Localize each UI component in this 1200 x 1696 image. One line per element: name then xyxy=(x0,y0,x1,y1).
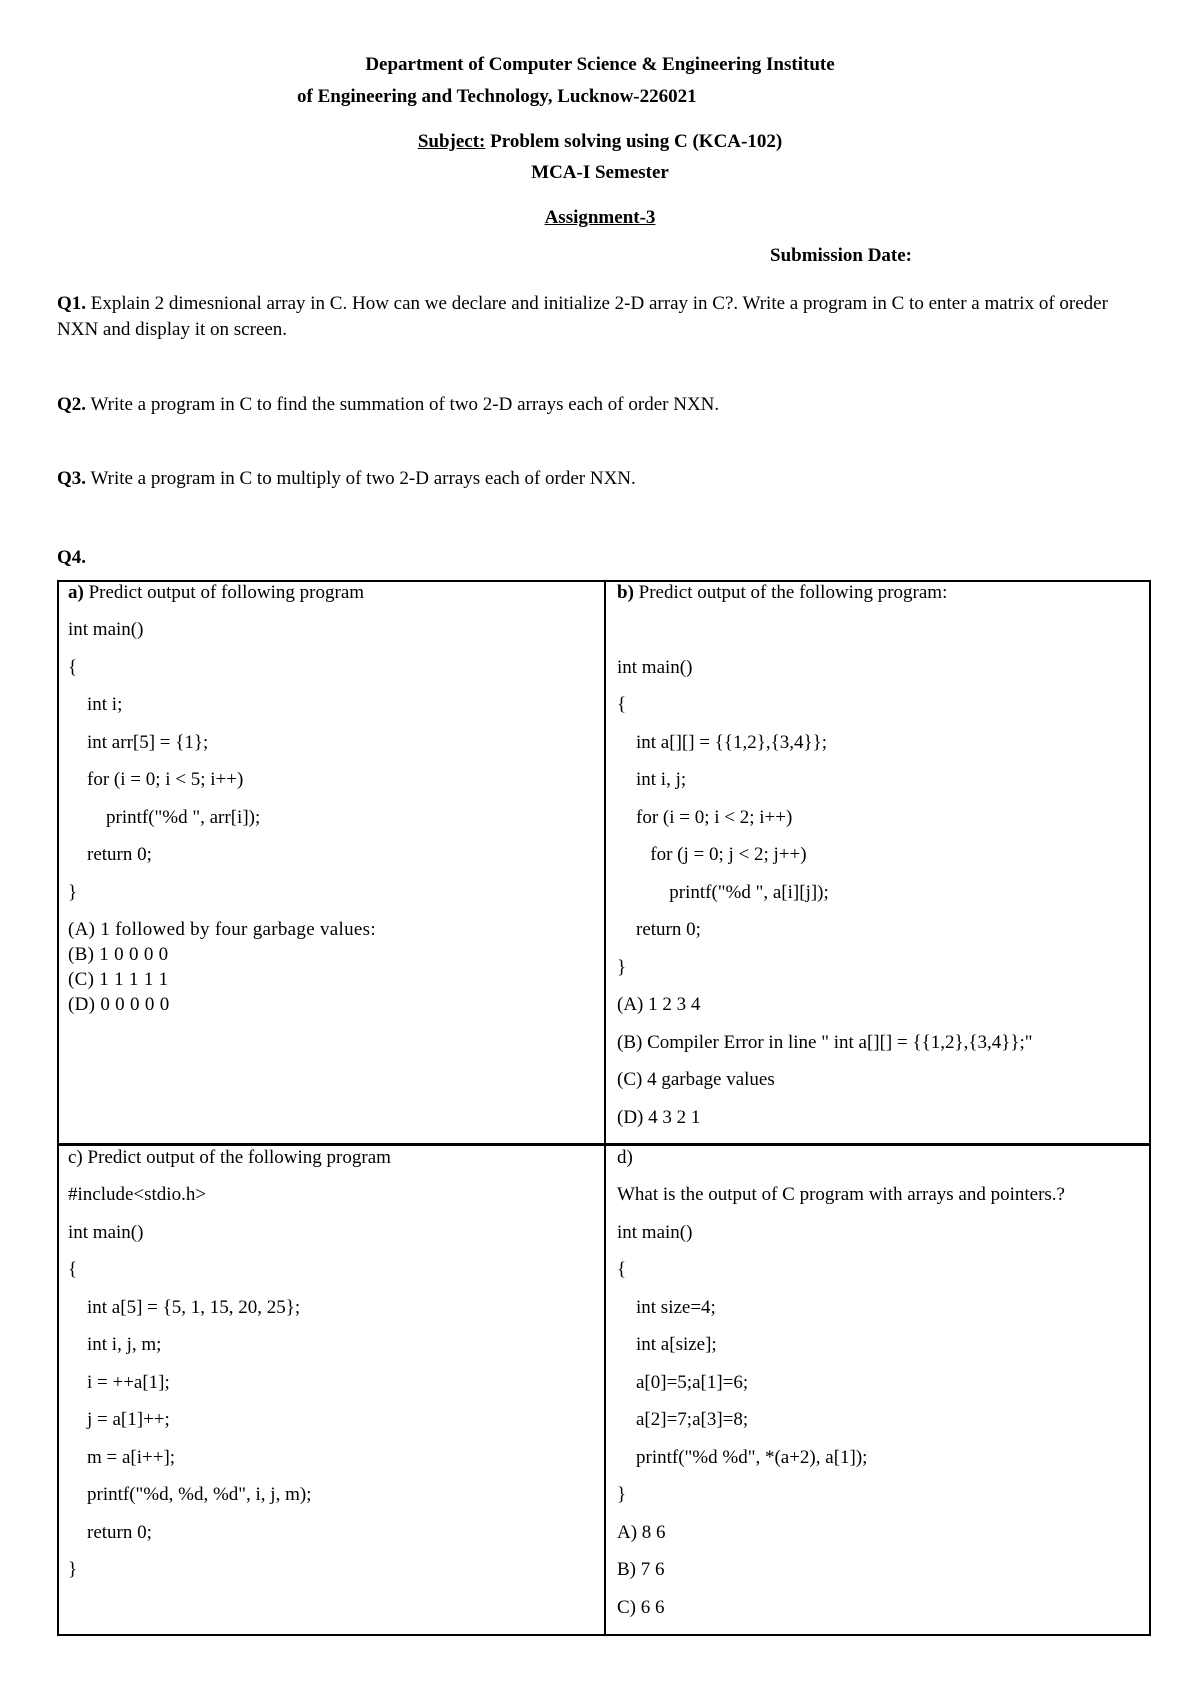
cell-d-title: d) xyxy=(617,1147,633,1168)
code-line: return 0; xyxy=(617,919,701,940)
question-1 xyxy=(57,291,1147,343)
q3-text: Write a program in C to multiply of two 2-D arrays each of order NXN. xyxy=(86,468,636,489)
option: A) 8 6 xyxy=(617,1522,666,1543)
option: (D) 0 0 0 0 0 xyxy=(68,994,170,1015)
option: C) 6 6 xyxy=(617,1597,665,1618)
code-line: int a[][] = {{1,2},{3,4}}; xyxy=(617,732,828,753)
option: (C) 4 garbage values xyxy=(617,1069,775,1090)
code-line: int main() xyxy=(68,1222,144,1243)
dept-line-1: Department of Computer Science & Engineering Institute xyxy=(365,54,835,75)
code-line: int a[5] = {5, 1, 15, 20, 25}; xyxy=(68,1297,301,1318)
code-line: } xyxy=(68,1559,78,1580)
code-line: a[2]=7;a[3]=8; xyxy=(617,1409,749,1430)
code-line: } xyxy=(68,882,78,903)
cell-a-title: a) Predict output of following program xyxy=(68,582,365,603)
q3-label: Q3. xyxy=(57,468,87,489)
code-line: { xyxy=(617,1259,627,1280)
code-line: return 0; xyxy=(68,1522,152,1543)
code-line: printf("%d, %d, %d", i, j, m); xyxy=(68,1484,312,1505)
assignment-title: Assignment-3 xyxy=(544,207,656,228)
code-line: m = a[i++]; xyxy=(68,1447,176,1468)
q4-cell-c xyxy=(68,1147,593,1632)
option: B) 7 6 xyxy=(617,1559,665,1580)
question-4 xyxy=(57,545,1147,571)
code-line: int i; xyxy=(68,694,123,715)
code-line: i = ++a[1]; xyxy=(68,1372,170,1393)
code-line: } xyxy=(617,957,627,978)
code-line: int i, j; xyxy=(617,769,687,790)
code-line: printf("%d ", a[i][j]); xyxy=(617,882,829,903)
q2-label: Q2. xyxy=(57,394,87,415)
q1-text: Explain 2 dimesnional array in C. How can we declare and initialize 2-D array in C?. Write a program in C to enter a matrix of oreder NXN and display it on screen. xyxy=(57,293,1108,340)
q4-cell-b xyxy=(617,582,1142,1142)
question-2 xyxy=(57,392,1147,418)
code-line: int main() xyxy=(617,657,693,678)
code-line: printf("%d %d", *(a+2), a[1]); xyxy=(617,1447,868,1468)
q4-label: Q4. xyxy=(57,547,87,568)
code-line: } xyxy=(617,1484,627,1505)
code-line: { xyxy=(68,657,78,678)
code-line: for (j = 0; j < 2; j++) xyxy=(617,844,807,865)
dept-line-2: of Engineering and Technology, Lucknow-226021 xyxy=(297,86,697,107)
q2-text: Write a program in C to find the summation of two 2-D arrays each of order NXN. xyxy=(86,394,720,415)
table-divider-horizontal xyxy=(57,1143,1151,1146)
cell-d-question: What is the output of C program with arrays and pointers.? xyxy=(617,1184,1065,1205)
q4-cell-d xyxy=(617,1147,1142,1632)
code-line: int size=4; xyxy=(617,1297,716,1318)
option: (B) Compiler Error in line " int a[][] = {{1,2},{3,4}};" xyxy=(617,1032,1033,1053)
cell-b-title: b) Predict output of the following program: xyxy=(617,582,948,603)
subject-label: Subject: xyxy=(417,131,486,152)
code-line: int arr[5] = {1}; xyxy=(68,732,209,753)
code-line: int i, j, m; xyxy=(68,1334,162,1355)
code-line: printf("%d ", arr[i]); xyxy=(68,807,261,828)
cell-c-title: c) Predict output of the following program xyxy=(68,1147,391,1168)
option: (D) 4 3 2 1 xyxy=(617,1107,701,1128)
code-line: int main() xyxy=(617,1222,693,1243)
code-line: #include<stdio.h> xyxy=(68,1184,207,1205)
code-line: { xyxy=(68,1259,78,1280)
option: (B) 1 0 0 0 0 xyxy=(68,944,169,965)
subject-value: Problem solving using C (KCA-102) xyxy=(485,131,783,152)
option: (A) 1 2 3 4 xyxy=(617,994,701,1015)
q1-label: Q1. xyxy=(57,293,87,314)
option: (C) 1 1 1 1 1 xyxy=(68,969,169,990)
code-line: for (i = 0; i < 2; i++) xyxy=(617,807,793,828)
question-3 xyxy=(57,466,1147,492)
subject-line xyxy=(0,131,1200,153)
submission-date: Submission Date: xyxy=(770,245,912,266)
q4-cell-a xyxy=(68,582,593,1142)
code-line: int a[size]; xyxy=(617,1334,717,1355)
code-line: j = a[1]++; xyxy=(68,1409,170,1430)
code-line: a[0]=5;a[1]=6; xyxy=(617,1372,749,1393)
code-line: { xyxy=(617,694,627,715)
semester: MCA-I Semester xyxy=(531,162,669,183)
option: (A) 1 followed by four garbage values: xyxy=(68,919,376,940)
code-line: return 0; xyxy=(68,844,152,865)
table-divider-vertical xyxy=(604,580,606,1636)
code-line: int main() xyxy=(68,619,144,640)
code-line: for (i = 0; i < 5; i++) xyxy=(68,769,244,790)
